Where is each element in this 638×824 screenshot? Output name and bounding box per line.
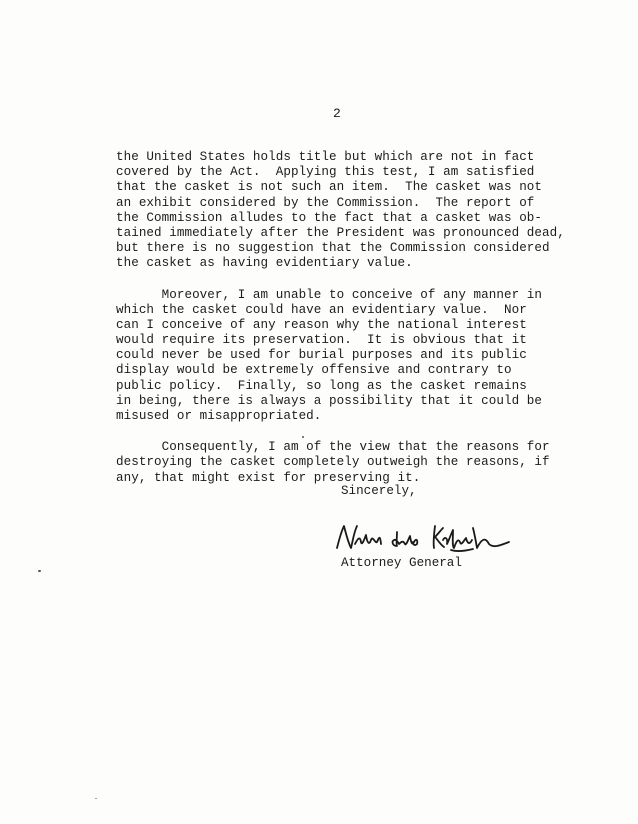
text-line: but there is no suggestion that the Commission considered bbox=[116, 241, 550, 256]
paper-speck bbox=[95, 798, 97, 799]
text-line: the Commission alludes to the fact that a casket was ob- bbox=[116, 210, 543, 225]
text-line: covered by the Act. Applying this test, I am satisfied bbox=[116, 165, 535, 180]
text-line: that the casket is not such an item. The casket was not bbox=[116, 180, 543, 195]
text-line: misused or misappropriated. bbox=[116, 409, 322, 423]
closing-salutation: Sincerely, bbox=[341, 484, 417, 498]
handwritten-signature bbox=[333, 518, 513, 556]
text-line: would require its preservation. It is obvious that it bbox=[116, 333, 527, 348]
paper-speck bbox=[38, 570, 41, 572]
text-line: Consequently, I am of the view that the reasons for bbox=[116, 440, 550, 455]
text-line: display would be extremely offensive and contrary to bbox=[116, 363, 512, 378]
paragraph-1 bbox=[116, 150, 565, 272]
text-line: the casket as having evidentiary value. bbox=[116, 256, 413, 271]
text-line: the United States holds title but which are not in fact bbox=[116, 150, 535, 164]
text-line: destroying the casket completely outweigh the reasons, if bbox=[116, 455, 550, 470]
letter-body bbox=[116, 150, 565, 486]
text-line: public policy. Finally, so long as the casket remains bbox=[116, 378, 527, 393]
text-line: could never be used for burial purposes and its public bbox=[116, 348, 527, 363]
page-number: 2 bbox=[333, 106, 341, 121]
paragraph-2 bbox=[116, 288, 556, 425]
text-line: Moreover, I am unable to conceive of any manner in bbox=[116, 287, 543, 302]
text-line: which the casket could have an evidentiary value. Nor bbox=[116, 302, 527, 317]
paragraph-3 bbox=[116, 440, 556, 486]
text-line: any, that might exist for preserving it. bbox=[116, 470, 421, 485]
paper-speck bbox=[302, 436, 304, 438]
text-line: in being, there is always a possibility that it could be bbox=[116, 393, 543, 408]
signer-title: Attorney General bbox=[341, 556, 462, 570]
text-line: tained immediately after the President was pronounced dead, bbox=[116, 225, 565, 240]
text-line: can I conceive of any reason why the national interest bbox=[116, 317, 527, 332]
paragraph-spacer bbox=[116, 424, 556, 440]
paragraph-spacer bbox=[116, 272, 556, 288]
text-line: an exhibit considered by the Commission. The report of bbox=[116, 195, 535, 210]
